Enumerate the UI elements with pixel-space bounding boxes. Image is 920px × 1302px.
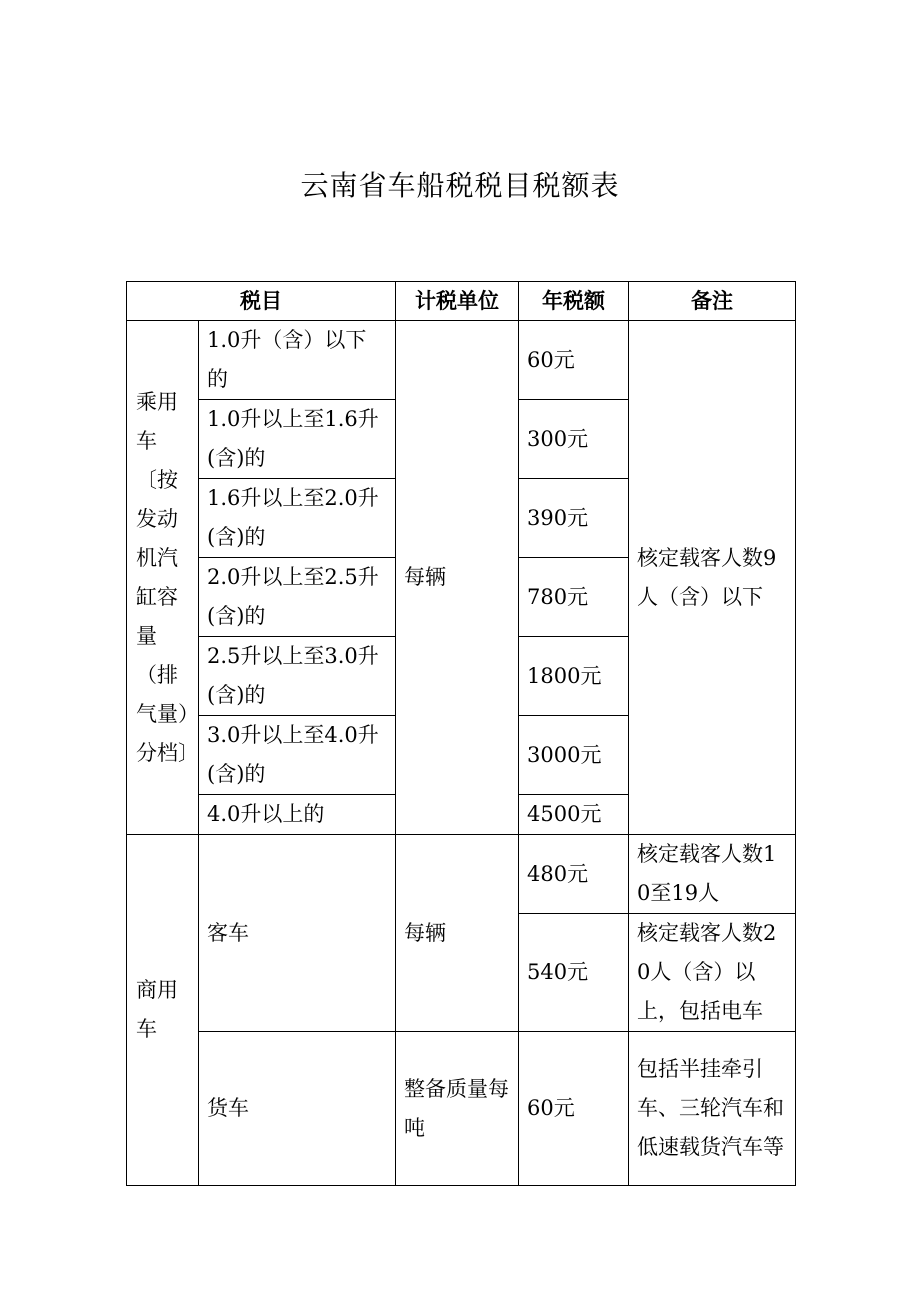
tax-rate-table [126,281,796,1186]
displacement-item: 1.0升（含）以下的 [199,321,396,400]
passenger-unit: 每辆 [396,321,519,835]
displacement-item: 2.5升以上至3.0升(含)的 [199,637,396,716]
table-row [127,321,796,400]
bus-remark: 核定载客人数10至19人 [629,835,796,914]
table-row [127,835,796,914]
passenger-remark: 核定载客人数9人（含）以下 [629,321,796,835]
displacement-item: 4.0升以上的 [199,795,396,835]
displacement-item: 1.6升以上至2.0升(含)的 [199,479,396,558]
table-row [127,1032,796,1186]
annual-tax: 3000元 [519,716,629,795]
truck-unit: 整备质量每吨 [396,1032,519,1186]
annual-tax: 780元 [519,558,629,637]
annual-tax: 1800元 [519,637,629,716]
page-title: 云南省车船税税目税额表 [300,169,620,202]
bus-unit: 每辆 [396,835,519,1032]
annual-tax: 60元 [519,1032,629,1186]
annual-tax: 540元 [519,914,629,1032]
header-amount: 年税额 [519,282,629,321]
passenger-car-category: 乘用车〔按发动机汽缸容量（排气量）分档〕 [127,321,199,835]
bus-item: 客车 [199,835,396,1032]
annual-tax: 390元 [519,479,629,558]
displacement-item: 1.0升以上至1.6升(含)的 [199,400,396,479]
annual-tax: 60元 [519,321,629,400]
truck-item: 货车 [199,1032,396,1186]
bus-remark: 核定载客人数20人（含）以上，包括电车 [629,914,796,1032]
annual-tax: 300元 [519,400,629,479]
displacement-item: 3.0升以上至4.0升(含)的 [199,716,396,795]
annual-tax: 480元 [519,835,629,914]
displacement-item: 2.0升以上至2.5升(含)的 [199,558,396,637]
table-header-row [127,282,796,321]
commercial-vehicle-category: 商用车 [127,835,199,1186]
header-item: 税目 [127,282,396,321]
header-unit: 计税单位 [396,282,519,321]
annual-tax: 4500元 [519,795,629,835]
header-remark: 备注 [629,282,796,321]
truck-remark: 包括半挂牵引车、三轮汽车和低速载货汽车等 [629,1032,796,1186]
